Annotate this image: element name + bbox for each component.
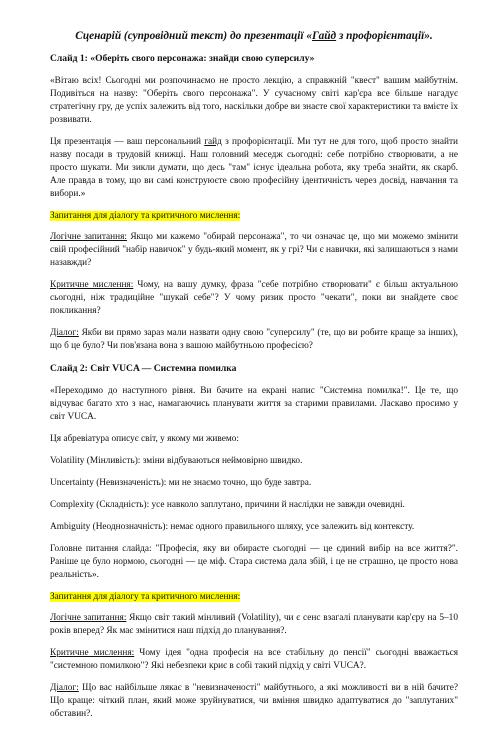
slide2-questions-heading-text: Запитання для діалогу та критичного мислення: bbox=[50, 592, 241, 602]
slide2-q2-label: Критичне мислення: bbox=[50, 648, 135, 658]
slide1-q2-text: Чому, на вашу думку, фраза "себе потрібно створювати" є більш актуальною сьогодні, ніж традиційне "шукай себе"? У чому ризик просто "чекати", поки ви знайдете своє покликання? bbox=[50, 280, 459, 316]
title-text-part2: з профорієнтації». bbox=[336, 30, 433, 42]
slide1-paragraph-presentation bbox=[50, 136, 458, 201]
slide2-questions-heading bbox=[50, 591, 458, 604]
slide1-question-dialog bbox=[50, 327, 458, 353]
slide1-questions-heading-text: Запитання для діалогу та критичного мислення: bbox=[50, 211, 241, 221]
slide1-p2-part2: з профорієнтації. Ми тут не для того, щоб просто знайти назву посади в трудовій книжці. Наш головний меседж сьогодні: себе потрібно створювати, а не просто шукати. Ми зикли думати, що десь "там" існує ідеальна робота, яку треба знайти, як скарб. Але правда в тому, що ви самі конструюєте свою професійну ідентичність через досвід, навчання та вибори.» bbox=[50, 137, 459, 199]
slide2-heading: Слайд 2: Світ VUCA — Системна помилка bbox=[50, 363, 237, 374]
slide1-q3-label: Діалог: bbox=[50, 328, 79, 338]
slide2-q2-text: Чому ідея "одна професія на все стабільну до пенсії" сьогодні вважається "системною помилкою"? Які небезпеки криє в собі такий підхід у світі VUCA?. bbox=[50, 648, 459, 671]
slide2-q3-label: Діалог: bbox=[50, 683, 79, 693]
slide2-q3-text: Що вас найбільше лякає в "невизначеності" майбутнього, а які можливості ви в ній бачите? Що краще: чіткий план, який може зруйнуватися, чи вміння швидко адаптуватися до "заплутаних" обставин?. bbox=[50, 683, 458, 719]
slide1-question-critical bbox=[50, 279, 458, 318]
slide1-paragraph-intro: «Вітаю всіх! Сьогодні ми розпочинаємо не просто лекцію, а справжній "квест" вашим майбутнім. Подивіться на назву: "Оберіть свого персонажа". У сучасному світі кар'єра все більше нагадує стратегічну гру, де успіх залежить від того, наскільки добре ви знаєте свої характеристики та вмієте їх розвивати. bbox=[50, 76, 458, 125]
title-text-part1: Сценарій (супровідний текст) до презентації « bbox=[75, 30, 313, 42]
slide2-question-dialog bbox=[50, 682, 458, 721]
slide2-paragraph-abbreviation: Ця абревіатура описує світ, у якому ми живемо: bbox=[50, 434, 239, 444]
slide1-heading: Слайд 1: «Оберіть свого персонажа: знайди свою суперсилу» bbox=[50, 53, 315, 64]
slide2-question-logical bbox=[50, 612, 458, 638]
title-text-underlined: Гайд bbox=[312, 30, 337, 42]
slide2-paragraph-main-question: Головне питання слайда: "Професія, яку ви обираєте сьогодні — це єдиний вибір на все життя?". Раніше це було нормою, сьогодні — це міф. Стара система дала збій, і це не страшно, це просто нова реальність». bbox=[50, 544, 458, 580]
slide1-p2-part1: Ця презентація — ваш персональний bbox=[50, 137, 205, 147]
document-title bbox=[50, 30, 458, 43]
slide2-vuca-complexity: Complexity (Складність): усе навколо заплутано, причини й наслідки не завжди очевидні. bbox=[50, 500, 405, 510]
slide1-q2-label: Критичне мислення: bbox=[50, 280, 134, 290]
slide2-question-critical bbox=[50, 647, 458, 673]
slide2-paragraph-intro: «Переходимо до наступного рівня. Ви бачите на екрані напис "Системна помилка!". Це те, що відчуває багато хто з нас, намагаючись планувати життя за старими правилами. Ласкаво просимо у світ VUCA. bbox=[50, 386, 458, 422]
slide1-q1-label: Логічне запитання: bbox=[50, 232, 127, 242]
slide2-vuca-ambiguity: Ambiguity (Неоднозначність): немає одного правильного шляху, усе залежить від контексту. bbox=[50, 522, 415, 532]
slide1-q1-text: Якщо ми кажемо "обирай персонажа", то чи означає це, що ми можемо змінити свій професійний "набір навичок" у будь-який момент, як у грі? Чи є навички, які залишаються з нами назавжди? bbox=[50, 232, 458, 268]
slide2-q1-text: Якщо світ такий мінливий (Volatility), чи є сенс взагалі планувати кар'єру на 5–10 років вперед? Як має змінитися наш підхід до планування?. bbox=[50, 613, 458, 636]
slide2-vuca-volatility: Volatility (Мінливість): зміни відбуваються неймовірно швидко. bbox=[50, 456, 303, 466]
slide1-p2-underlined: гайд bbox=[204, 137, 222, 147]
slide2-vuca-uncertainty: Uncertainty (Невизначеність): ми не знаємо точно, що буде завтра. bbox=[50, 478, 312, 488]
slide1-q3-text: Якби ви прямо зараз мали назвати одну свою "суперсилу" (те, що ви робите краще за інших), що б це було? Чи пов'язана вона з вашою майбутньою професією? bbox=[50, 328, 458, 351]
slide1-questions-heading bbox=[50, 210, 458, 223]
slide1-question-logical bbox=[50, 231, 458, 270]
document-body bbox=[50, 30, 458, 730]
slide2-q1-label: Логічне запитання: bbox=[50, 613, 127, 623]
